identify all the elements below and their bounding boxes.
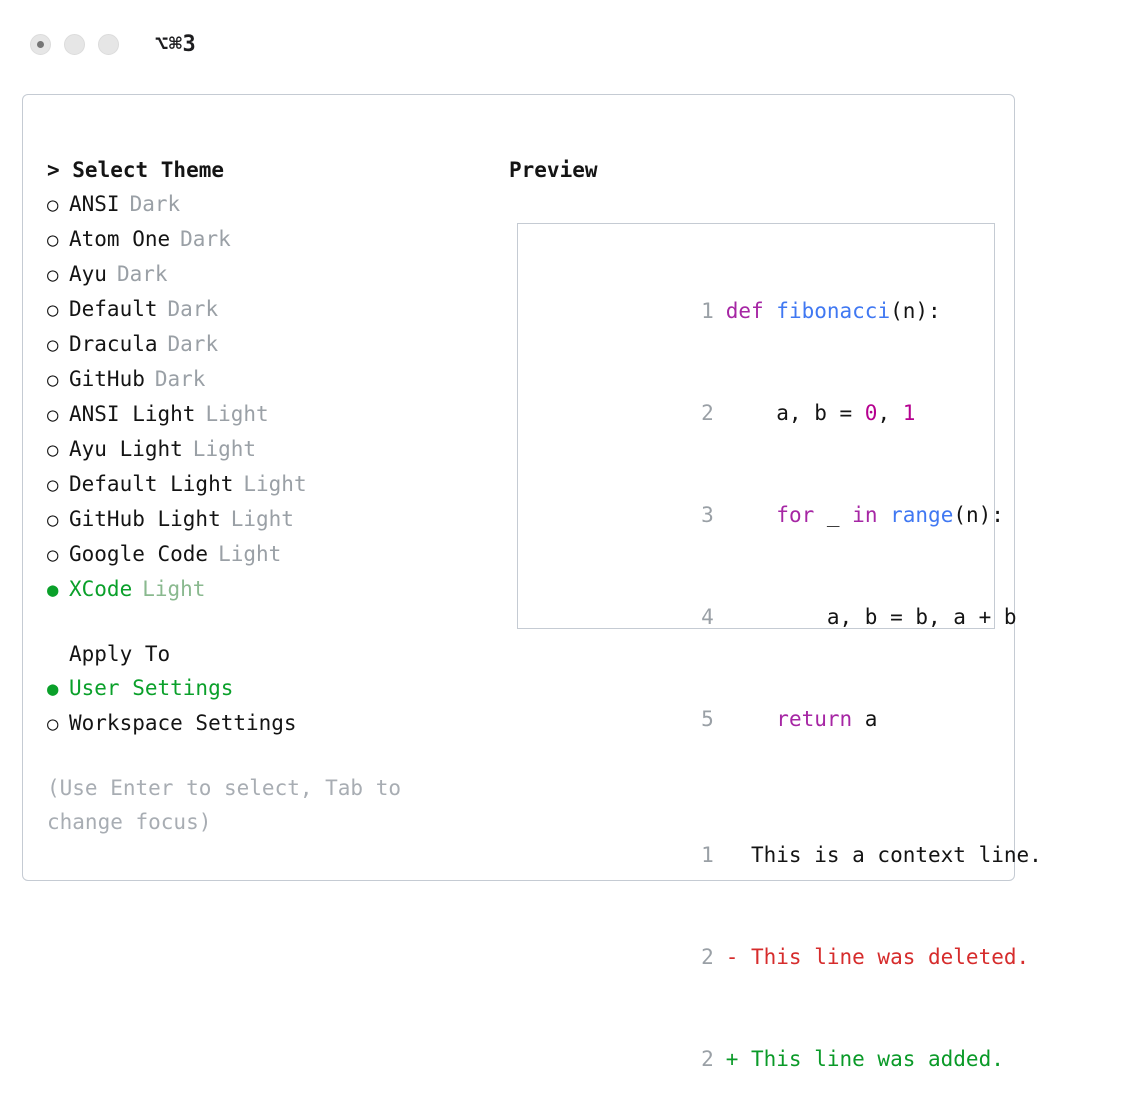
theme-option-tag: Light	[243, 472, 307, 496]
preview-heading: Preview	[509, 158, 598, 182]
theme-option-label: GitHub Light	[69, 507, 221, 531]
line-number: 2	[701, 945, 714, 969]
radio-icon: ○	[47, 474, 59, 496]
theme-option-dracula[interactable]	[47, 327, 485, 362]
theme-option-label: ANSI Light	[69, 402, 196, 426]
maximize-button[interactable]	[98, 34, 119, 55]
radio-icon: ○	[47, 334, 59, 356]
code-token: a	[852, 707, 878, 731]
apply-to-option-label: Workspace Settings	[69, 711, 297, 735]
code-token: return	[776, 707, 853, 731]
code-line	[536, 668, 994, 770]
theme-option-label: Default	[69, 297, 158, 321]
radio-icon: ○	[47, 264, 59, 286]
code-line	[536, 464, 1004, 566]
radio-icon: ○	[47, 439, 59, 461]
select-theme-heading: > Select Theme	[47, 158, 225, 182]
theme-option-label: Default Light	[69, 472, 234, 496]
code-token: (n):	[890, 299, 941, 323]
apply-to-heading: Apply To	[69, 642, 171, 666]
keyboard-hint-text: (Use Enter to select, Tab to change focus)	[47, 776, 402, 834]
theme-option-tag: Light	[142, 577, 206, 601]
diff-line-deleted	[536, 906, 1030, 1008]
radio-icon: ○	[47, 369, 59, 391]
theme-option-label: Ayu	[69, 262, 107, 286]
preview-column	[485, 95, 1042, 1071]
diff-text: This is a context line.	[725, 843, 1042, 867]
code-token: 1	[902, 401, 916, 425]
theme-option-github-light[interactable]	[47, 502, 485, 537]
theme-option-github[interactable]	[47, 362, 485, 397]
radio-selected-icon: ●	[47, 678, 59, 700]
radio-selected-icon: ●	[47, 579, 59, 601]
diff-line-context	[536, 804, 1042, 906]
code-token: _	[814, 503, 853, 527]
theme-option-tag: Dark	[167, 332, 219, 356]
diff-text: - This line was deleted.	[725, 945, 1030, 969]
code-token: in	[852, 503, 878, 527]
theme-option-atom-one[interactable]	[47, 222, 485, 257]
close-button[interactable]	[30, 34, 51, 55]
code-token: def	[725, 299, 777, 323]
title-bar	[8, 6, 1132, 82]
theme-option-ayu[interactable]	[47, 257, 485, 292]
app-window	[8, 6, 1132, 1071]
theme-option-ayu-light[interactable]	[47, 432, 485, 467]
line-number: 4	[701, 605, 714, 629]
radio-icon: ○	[47, 404, 59, 426]
apply-to-option-workspace-settings[interactable]	[47, 706, 485, 741]
radio-icon: ○	[47, 229, 59, 251]
theme-option-tag: Light	[230, 507, 294, 531]
apply-to-option-label: User Settings	[69, 676, 234, 700]
theme-option-label: Dracula	[69, 332, 158, 356]
code-token	[726, 503, 777, 527]
minimize-button[interactable]	[64, 34, 85, 55]
line-number: 2	[701, 401, 714, 425]
code-token: a, b =	[725, 401, 865, 425]
preview-pane	[517, 223, 1042, 1071]
theme-list-column	[23, 95, 485, 880]
code-token: fibonacci	[776, 299, 891, 323]
theme-option-label: Google Code	[69, 542, 209, 566]
radio-icon: ○	[47, 299, 59, 321]
theme-option-google-code[interactable]	[47, 537, 485, 572]
code-token: 0	[864, 401, 878, 425]
theme-option-label: XCode	[69, 577, 133, 601]
theme-option-default-light[interactable]	[47, 467, 485, 502]
theme-option-xcode[interactable]	[47, 572, 485, 607]
radio-icon: ○	[47, 713, 59, 735]
theme-option-ansi-light[interactable]	[47, 397, 485, 432]
theme-option-tag: Light	[192, 437, 257, 461]
theme-selector-panel	[22, 94, 1042, 1071]
theme-option-tag: Light	[218, 542, 282, 566]
theme-option-tag: Dark	[154, 367, 206, 391]
code-token: for	[776, 503, 815, 527]
line-number: 5	[701, 707, 714, 731]
radio-icon: ○	[47, 509, 59, 531]
theme-option-label: Ayu Light	[69, 437, 183, 461]
theme-option-label: ANSI	[69, 192, 120, 216]
traffic-lights	[30, 34, 119, 55]
code-line	[536, 260, 994, 362]
radio-icon: ○	[47, 544, 59, 566]
code-token: a, b = b, a + b	[725, 605, 1017, 629]
code-token: range	[890, 503, 954, 527]
code-line	[536, 566, 1017, 668]
theme-option-tag: Light	[205, 402, 269, 426]
theme-option-tag: Dark	[129, 192, 181, 216]
line-number: 3	[701, 503, 714, 527]
diff-text: + This line was added.	[725, 1047, 1004, 1071]
line-number: 1	[701, 843, 714, 867]
code-token: (n):	[953, 503, 1004, 527]
diff-line-added	[536, 1008, 1004, 1110]
code-token: ,	[877, 401, 903, 425]
theme-option-tag: Dark	[116, 262, 168, 286]
code-token	[726, 707, 777, 731]
theme-option-ansi[interactable]	[47, 187, 485, 222]
radio-icon: ○	[47, 194, 59, 216]
line-number: 2	[701, 1047, 714, 1071]
code-line	[536, 362, 994, 464]
theme-option-tag: Dark	[180, 227, 231, 251]
theme-option-label: Atom One	[69, 227, 171, 251]
theme-option-tag: Dark	[167, 297, 219, 321]
keyboard-shortcut-label: ⌥⌘3	[155, 31, 197, 57]
code-token	[877, 503, 890, 527]
apply-to-option-user-settings[interactable]	[47, 671, 485, 706]
theme-option-label: GitHub	[69, 367, 145, 391]
line-number: 1	[701, 299, 714, 323]
theme-option-default[interactable]	[47, 292, 485, 327]
